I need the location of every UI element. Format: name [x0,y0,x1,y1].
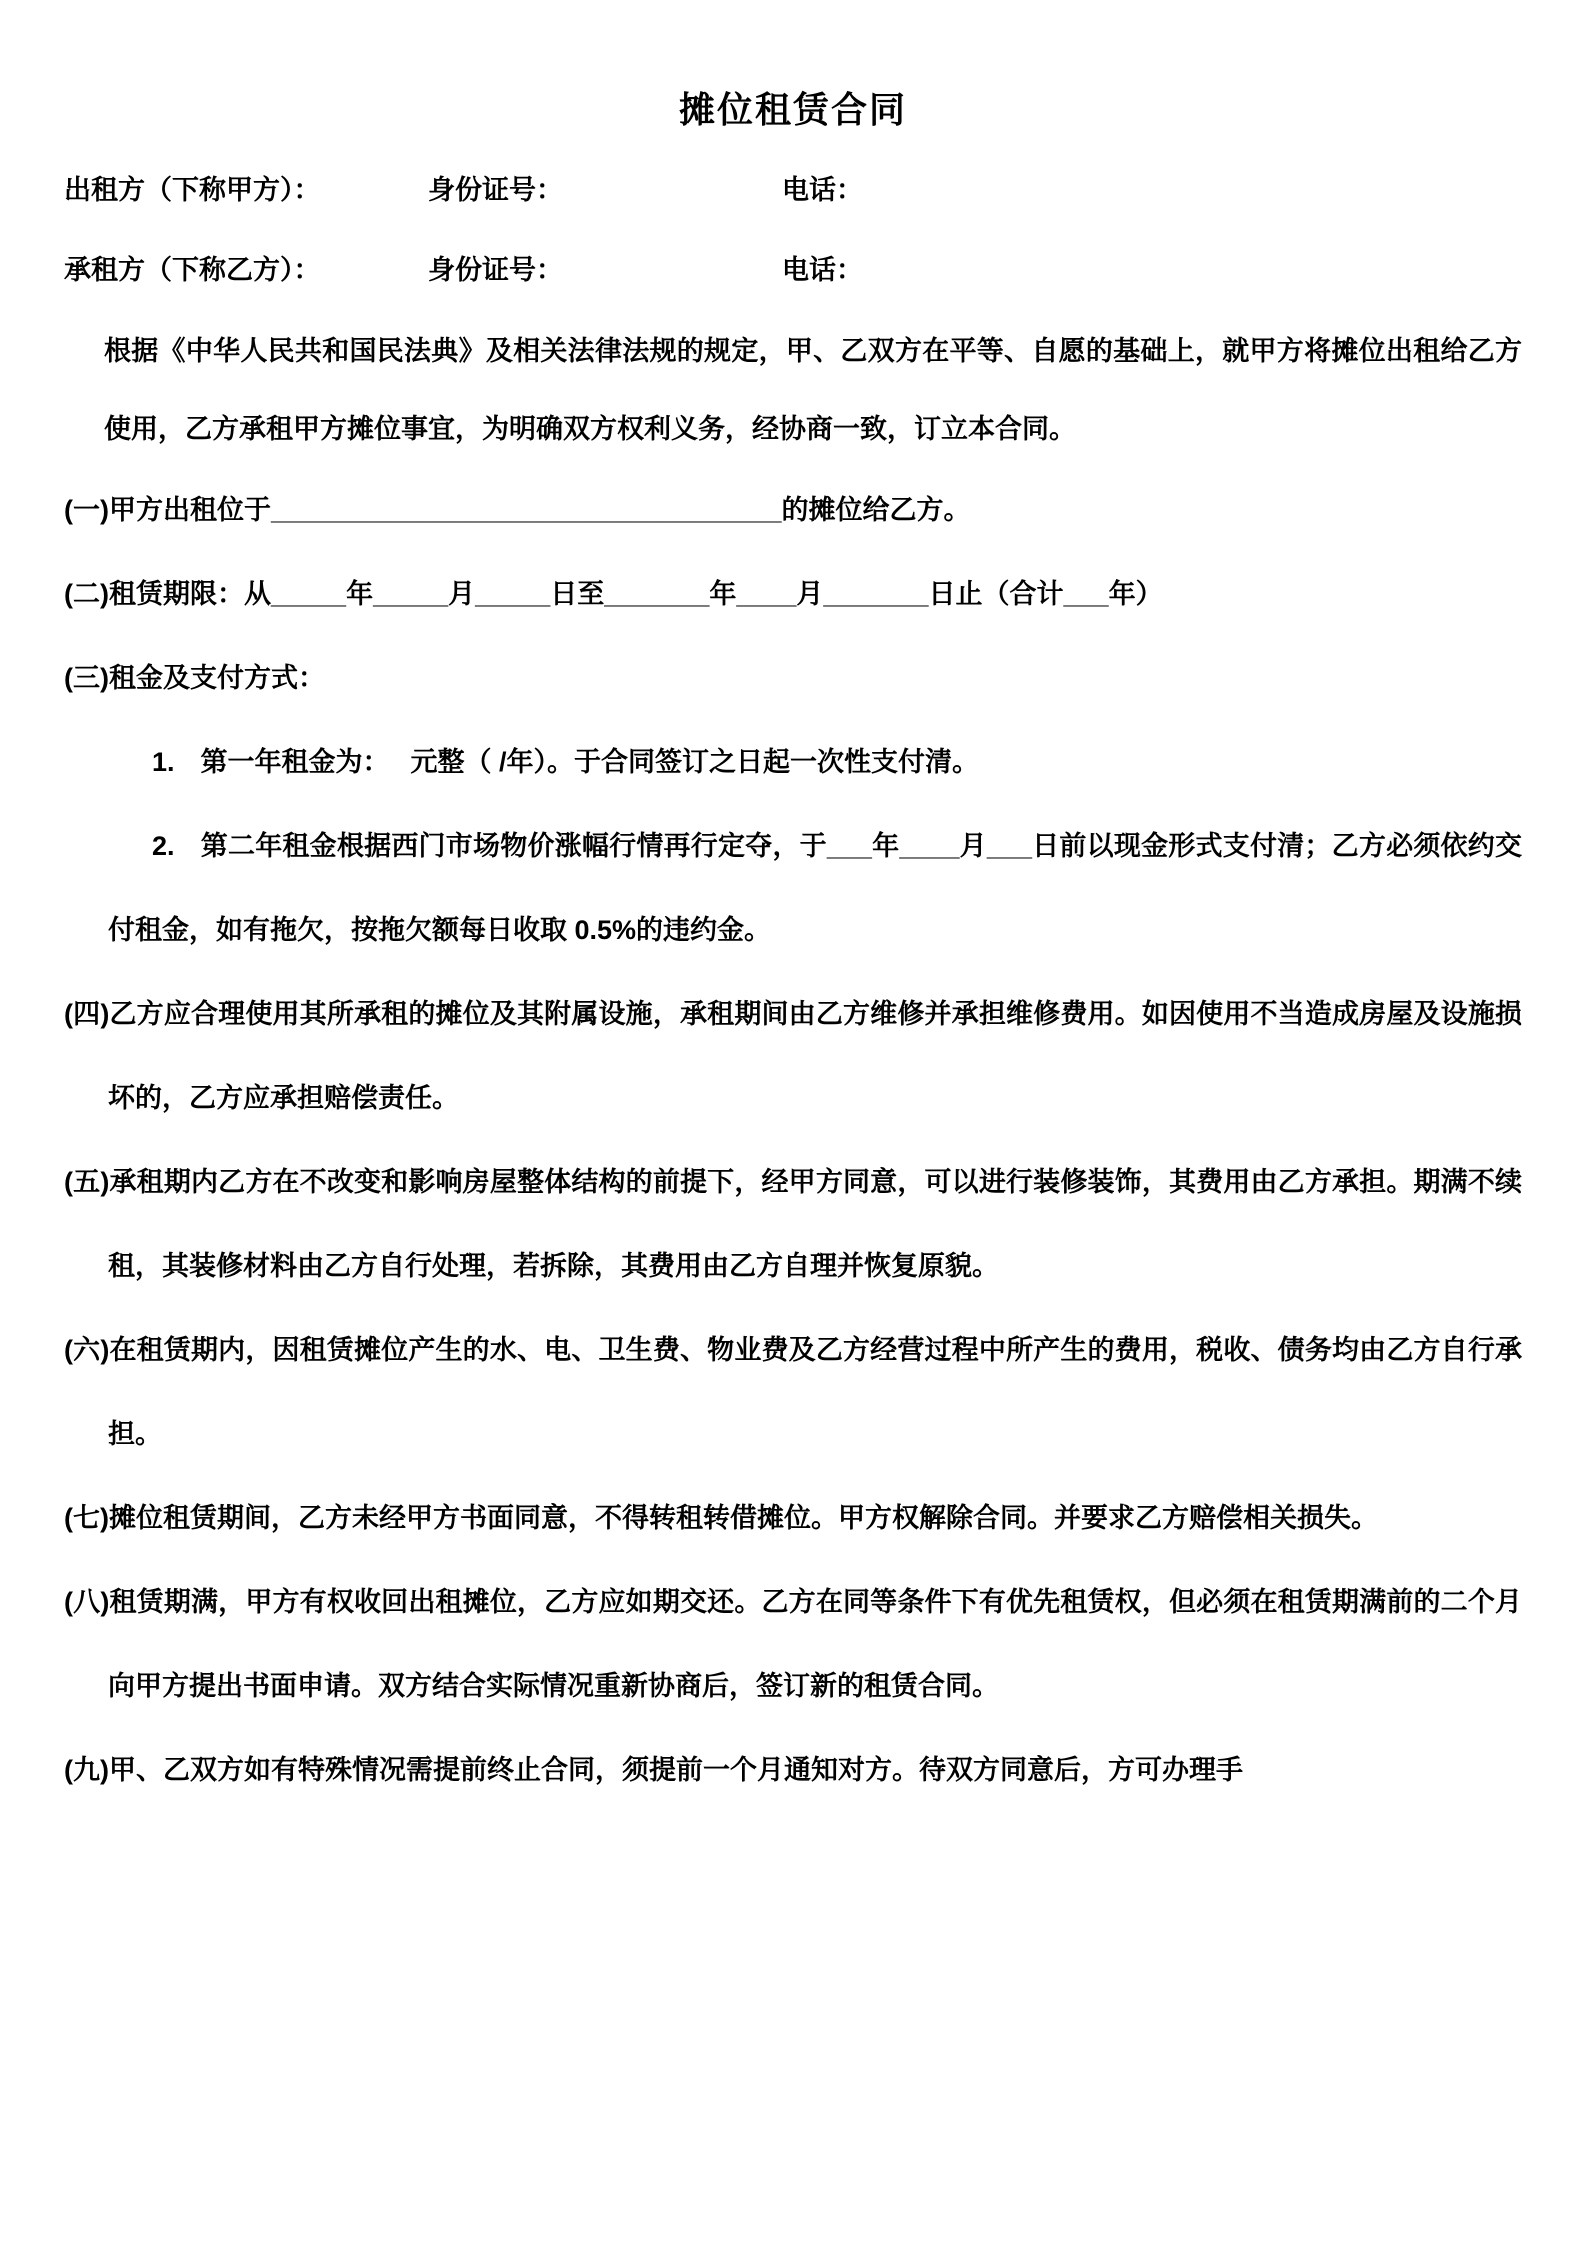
contract-title: 摊位租赁合同 [678,89,907,130]
clause-4-text: 乙方应合理使用其所承租的摊位及其附属设施，承租期间由乙方维修并承担维修费用。如因使用不当造成房屋及设施损坏的，乙方应承担赔偿责任。 [108,999,1523,1113]
lessee-label: 承租方（下称乙方）： [64,255,321,285]
clause-9-marker: (九) [64,1755,109,1785]
clause-2-text: 租赁期限：从_____年_____月_____日至_______年____月_______日止（合计___年） [108,579,1163,609]
clause-6-text: 在租赁期内，因租赁摊位产生的水、电、卫生费、物业费及乙方经营过程中所产生的费用，税收、债务均由乙方自行承担。 [108,1335,1523,1449]
clause-3-text: 租金及支付方式： [108,663,325,693]
clause-1 [64,468,1522,552]
clause-7 [64,1476,1522,1560]
lessee-phone-label: 电话： [782,255,863,285]
lessor-label: 出租方（下称甲方）： [64,175,321,205]
clause-4 [64,972,1522,1140]
intro-paragraph: 根据《中华人民共和国民法典》及相关法律法规的规定，甲、乙双方在平等、自愿的基础上，就甲方将摊位出租给乙方使用，乙方承租甲方摊位事宜，为明确双方权利义务，经协商一致，订立本合同。 [104,336,1522,444]
clause-3-subitem-1 [108,720,1522,804]
clause-2-marker: (二) [64,579,109,609]
clause-8-text: 租赁期满，甲方有权收回出租摊位，乙方应如期交还。乙方在同等条件下有优先租赁权，但必须在租赁期满前的二个月向甲方提出书面申请。双方结合实际情况重新协商后，签订新的租赁合同。 [108,1587,1523,1701]
clause-3-marker: (三) [64,663,109,693]
clause-5 [64,1140,1522,1308]
clause-6 [64,1308,1522,1476]
clause-7-marker: (七) [64,1503,109,1533]
clause-9 [64,1728,1522,1812]
clause-8 [64,1560,1522,1728]
subitem-1-text: 第一年租金为： 元整（ /年）。于合同签订之日起一次性支付清。 [200,747,980,777]
subitem-2-number: 2. [152,831,175,861]
subitem-2-text: 第二年租金根据西门市场物价涨幅行情再行定夺，于___年____月___日前以现金形式支付清；乙方必须依约交付租金，如有拖欠，按拖欠额每日收取 0.5%的违约金。 [108,831,1522,945]
clause-1-text: 甲方出租位于__________________________________的摊位给乙方。 [108,495,971,525]
subitem-1-number: 1. [152,747,175,777]
party-row-lessor [64,172,1522,208]
clause-6-marker: (六) [64,1335,110,1365]
clause-8-marker: (八) [64,1587,110,1617]
clause-1-marker: (一) [64,495,109,525]
lessor-phone-label: 电话： [782,175,863,205]
clause-5-marker: (五) [64,1167,110,1197]
clause-3 [64,636,1522,720]
clause-5-text: 承租期内乙方在不改变和影响房屋整体结构的前提下，经甲方同意，可以进行装修装饰，其费用由乙方承担。期满不续租，其装修材料由乙方自行处理，若拆除，其费用由乙方自理并恢复原貌。 [108,1167,1523,1281]
lessee-id-label: 身份证号： [428,255,563,285]
clause-7-text: 摊位租赁期间，乙方未经甲方书面同意，不得转租转借摊位。甲方权解除合同。并要求乙方赔偿相关损失。 [108,1503,1378,1533]
clause-2 [64,552,1522,636]
clause-4-marker: (四) [64,999,110,1029]
clause-3-subitem-2 [108,804,1522,972]
clause-9-text: 甲、乙双方如有特殊情况需提前终止合同，须提前一个月通知对方。待双方同意后，方可办理手 [108,1755,1243,1785]
lessor-id-label: 身份证号： [428,175,563,205]
party-row-lessee [64,252,1522,288]
